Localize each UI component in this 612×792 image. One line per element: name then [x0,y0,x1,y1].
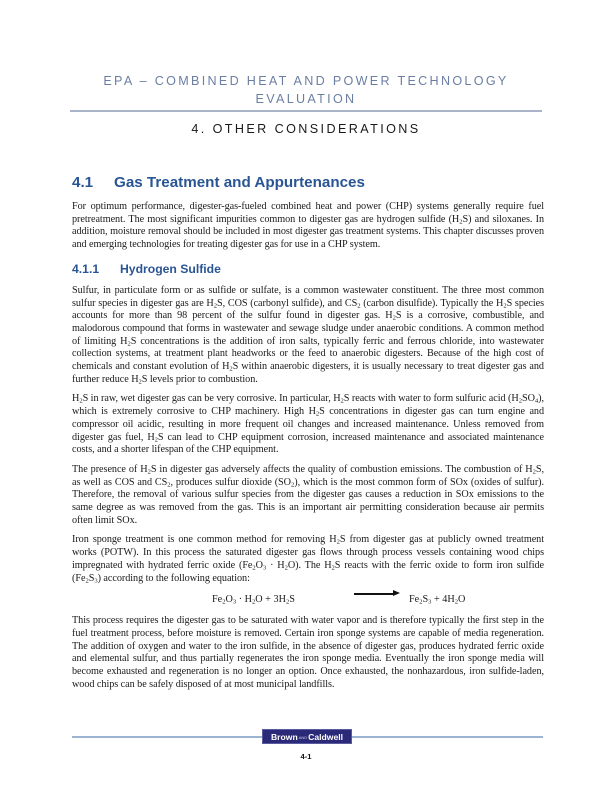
chapter-title: 4. OTHER CONSIDERATIONS [191,122,421,136]
subsection-title: Hydrogen Sulfide [120,261,221,276]
reaction-arrow-icon [354,592,400,596]
paragraph-iron-sponge: Iron sponge treatment is one common method for removing $H_2S$ from digester gas at publicly owned treatment works (POTW). In this process the saturated digester gas flows through process vessels containing wood chips impregnated with hydrated ferric oxide $(Fe_2O_3 \cdot H_2O)$. The $H_2S$ reacts with the ferric oxide to form iron sulfide $(Fe_2S_3)$ according to the following equation: [72,534,544,585]
brown-and-caldwell-logo [262,729,352,744]
section-heading [72,174,544,192]
document-title [70,72,542,108]
logo-text-brown: Brown [270,732,298,742]
chemical-equation [72,592,544,608]
section-title: Gas Treatment and Appurtenances [114,174,365,191]
subsection-heading [72,262,544,277]
section-number: 4.1 [72,174,94,191]
paragraph-regeneration: This process requires the digester gas to be saturated with water vapor and is therefore typically the first step in the fuel treatment process, before moisture is removed. Certain iron sponge systems are capable of media regeneration. The addition of oxygen and water to the iron sulfide, in the absence of digester gas, produces hydrated ferric oxide and elemental sulfur, and thus partially regenerates the iron sponge media. Eventually the iron sponge media will become exhausted and regeneration is no longer an option. Once exhausted, the nonhazardous, iron sulfide-laden, wood chips can be safely disposed of at most municipal landfills. [72,615,544,690]
subsection-number: 4.1.1 [72,261,100,276]
document-title-line-1: EPA – COMBINED HEAT AND POWER TECHNOLOGY [103,74,509,88]
page-number: 4-1 [300,752,312,761]
logo-text-and: AND [298,735,308,740]
main-content [72,174,544,699]
paragraph-corrosion: $H_2S$ in raw, wet digester gas can be very corrosive. In particular, $H_2S$ reacts with water to form sulfuric acid $(H_2SO_4)$, which is extremely corrosive to CHP machinery. High $H_2S$ concentrations in digester gas can turn engine and compressor oil acidic, resulting in more frequent oil changes and increased maintenance. Unless removed from digester gas fuel, $H_2S$ can lead to CHP equipment corrosion, increased maintenance and associated maintenance costs, and a shorter lifespan of the CHP equipment. [72,393,545,456]
equation-products: $Fe_2S_3 + 4H_2O$ [409,594,466,606]
section-intro-paragraph: For optimum performance, digester-gas-fueled combined heat and power (CHP) systems generally require fuel pretreatment. The most significant impurities common to digester gas are hydrogen sulfide $(H_2S)$ and siloxanes. In addition, moisture removal should be included in most digester gas treatment systems. This chapter discusses proven and emerging technologies for treating digester gas for use in a CHP system. [72,201,545,251]
logo-text-caldwell: Caldwell [308,732,344,742]
header-divider [70,110,542,112]
paragraph-emissions: The presence of $H_2S$ in digester gas adversely affects the quality of combustion emissions. The combustion of $H_2S$, as well as COS and $CS_2$, produces sulfur dioxide $(SO_2)$, which is the most common form of SOx (oxides of sulfur). Therefore, the removal of various sulfur species from the digester gas causes a reduction in SOx emissions to the same degree as was removed from the gas. This is an important air permitting consideration because air permits often limit SOx. [72,463,544,526]
equation-reactants: $Fe_2O_3 \cdot H_2O + 3H_2S$ [212,594,295,606]
document-title-line-2: EVALUATION [255,92,357,106]
paragraph-sulfur-species: Sulfur, in particulate form or as sulfide or sulfate, is a common wastewater constituent. The three most common sulfur species in digester gas are $H_2S$, COS (carbonyl sulfide), and $CS_2$ (carbon disulfide). Typically the $H_2S$ species accounts for more than 98 percent of the sulfur found in digester gas. $H_2S$ is a corrosive, combustible, and malodorous compound that forms in wastewater and sewage sludge under anaerobic conditions. A common method of limiting $H_2S$ concentrations is the addition of iron salts, typically ferric and ferrous chloride, into wastewater collection systems, at treatment plant headworks or the feed to anaerobic digesters. Because of the high cost of chemicals and constant evolution of $H_2S$ within anaerobic digesters, it is usually necessary to treat digester gas and further reduce $H_2S$ levels prior to combustion. [72,284,544,386]
